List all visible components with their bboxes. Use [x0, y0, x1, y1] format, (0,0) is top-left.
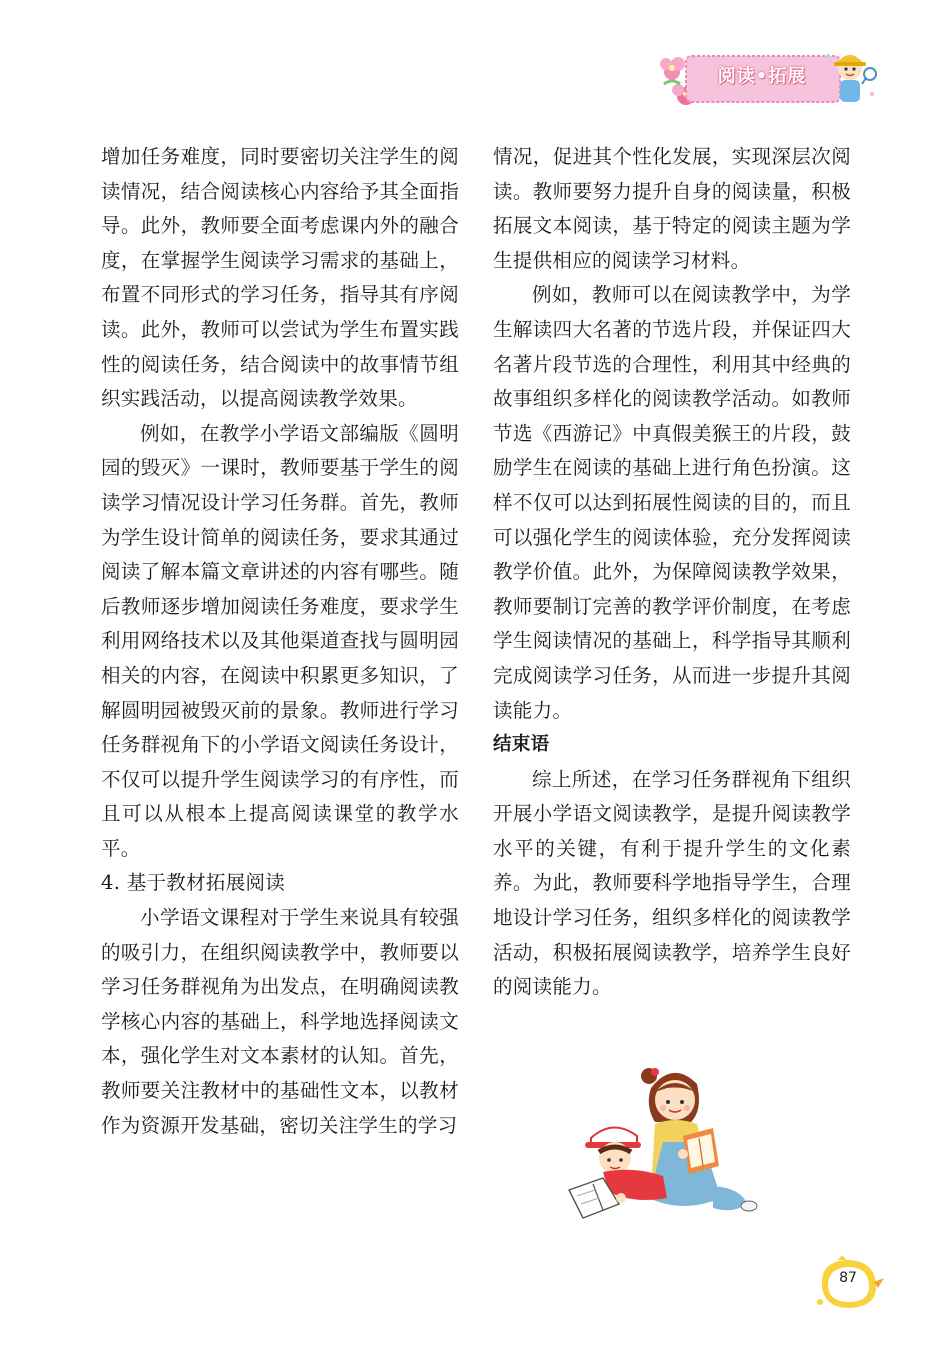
right-paragraph-1: 情况，促进其个性化发展，实现深层次阅读。教师要努力提升自身的阅读量，积极拓展文本阅读，基于特定的阅读主题为学生提供相应的阅读学习材料。: [493, 145, 851, 272]
section-subheading: 4. 基于教材拓展阅读: [101, 871, 286, 895]
right-paragraph-2: 例如，教师可以在阅读教学中，为学生解读四大名著的节选片段，并保证四大名著片段节选的合理性，利用其中经典的故事组织多样化的阅读教学活动。如教师节选《西游记》中真假美猴王的片段，鼓励学生在阅读的基础上进行角色扮演。这样不仅可以达到拓展性阅读的目的，而且可以强化学生的阅读体验，充分发挥阅读教学价值。此外，为保障阅读教学效果，教师要制订完善的教学评价制度，在考虑学生阅读情况的基础上，科学指导其顺利完成阅读学习任务，从而进一步提升其阅读能力。: [493, 283, 851, 722]
conclusion-heading: 结束语: [493, 734, 550, 756]
right-paragraph-3: 综上所述，在学习任务群视角下组织开展小学语文阅读教学，是提升阅读教学水平的关键，有利于提升学生的文化素养。为此，教师要科学地指导学生，合理地设计学习任务，组织多样化的阅读教学活动，积极拓展阅读教学，培养学生良好的阅读能力。: [493, 767, 851, 999]
left-column: [101, 140, 459, 1143]
children-reading-illustration: [563, 1058, 763, 1223]
left-paragraph-3: 小学语文课程对于学生来说具有较强的吸引力，在组织阅读教学中，教师要以学习任务群视角为出发点，在明确阅读教学核心内容的基础上，科学地选择阅读文本，强化学生对文本素材的认知。首先，教师要关注教材中的基础性文本，以教材作为资源开发基础，密切关注学生的学习: [101, 906, 459, 1137]
left-paragraph-1: 增加任务难度，同时要密切关注学生的阅读情况，结合阅读核心内容给予其全面指导。此外，教师要全面考虑课内外的融合度，在掌握学生阅读学习需求的基础上，布置不同形式的学习任务，指导其有序阅读。此外，教师可以尝试为学生布置实践性的阅读任务，结合阅读中的故事情节组织实践活动，以提高阅读教学效果。: [101, 145, 459, 411]
kids-reading-icon: [563, 1058, 763, 1223]
page-number-badge: [812, 1252, 886, 1314]
right-column: [493, 140, 851, 1005]
page-number: 87: [839, 1270, 857, 1286]
left-paragraph-2: 例如，在教学小学语文部编版《圆明园的毁灭》一课时，教师要基于学生的阅读学习情况设计学习任务群。首先，教师为学生设计简单的阅读任务，要求其通过阅读了解本篇文章讲述的内容有哪些。随后教师逐步增加阅读任务难度，要求学生利用网络技术以及其他渠道查找与圆明园相关的内容，在阅读中积累更多知识，了解圆明园被毁灭前的景象。教师进行学习任务群视角下的小学语文阅读任务设计，不仅可以提升学生阅读学习的有序性，而且可以从根本上提高阅读课堂的教学水平。: [101, 421, 459, 860]
section-badge-label: 阅读•拓展: [717, 66, 807, 87]
section-badge: [658, 44, 878, 114]
